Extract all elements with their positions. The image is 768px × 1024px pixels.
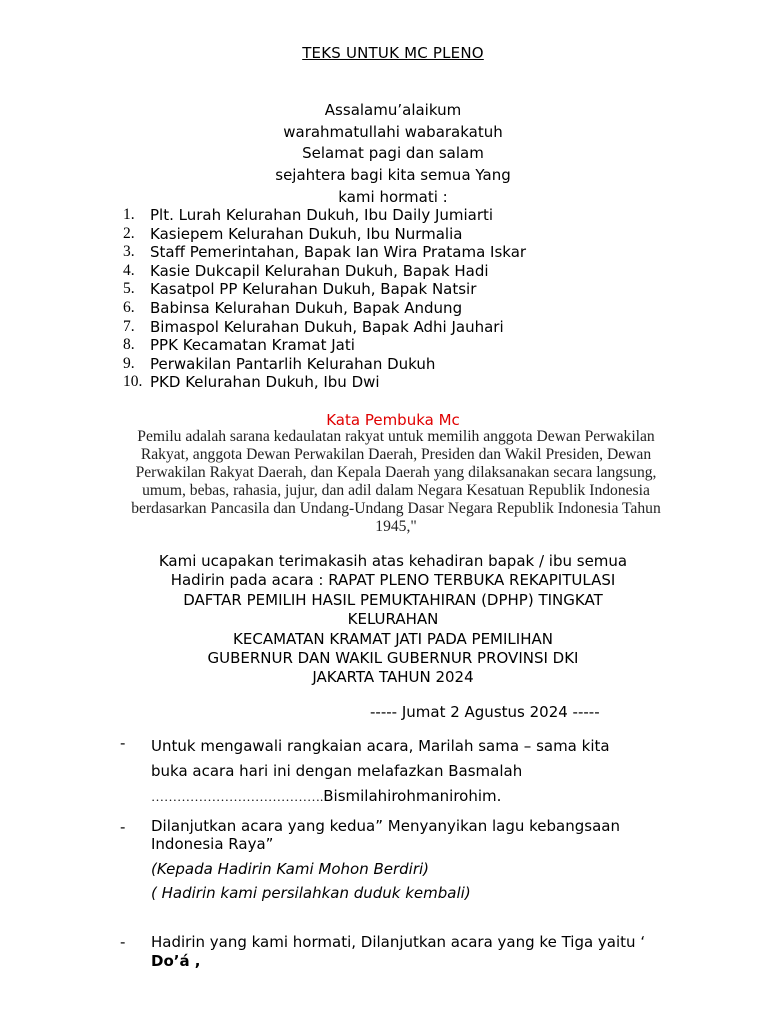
agenda-item-body bbox=[151, 734, 711, 809]
agenda-line: Indonesia Raya” bbox=[151, 834, 274, 853]
thanks-line: KELURAHAN bbox=[347, 610, 439, 629]
agenda-line bbox=[151, 784, 711, 809]
list-item bbox=[123, 373, 526, 392]
paragraph-line: Pemilu adalah sarana kedaulatan rakyat untuk memilih anggota Dewan Perwakilan bbox=[137, 428, 655, 445]
agenda-line: buka acara hari ini dengan melafazkan Basmalah bbox=[151, 762, 523, 780]
list-number: 8. bbox=[123, 336, 135, 354]
greeting-line: Selamat pagi dan salam bbox=[302, 144, 484, 163]
thanks-line: GUBERNUR DAN WAKIL GUBERNUR PROVINSI DKI bbox=[207, 649, 579, 668]
dash-bullet: - bbox=[120, 734, 126, 752]
paragraph-line: Perwakilan Rakyat Daerah, dan Kepala Daerah yang dilaksanakan secara langsung, bbox=[135, 464, 657, 482]
event-date: ----- Jumat 2 Agustus 2024 ----- bbox=[370, 703, 600, 721]
list-number: 3. bbox=[123, 243, 135, 261]
list-number: 2. bbox=[123, 224, 135, 242]
greeting-line: warahmatullahi wabarakatuh bbox=[283, 122, 503, 141]
list-item-text: Kasatpol PP Kelurahan Dukuh, Bapak Natsir bbox=[150, 280, 477, 299]
agenda-line: Do’á , bbox=[151, 952, 201, 970]
list-number: 4. bbox=[123, 261, 135, 279]
list-item bbox=[123, 206, 526, 225]
list-item-text: Plt. Lurah Kelurahan Dukuh, Ibu Daily Jumiarti bbox=[150, 206, 494, 224]
dash-bullet: - bbox=[120, 818, 126, 836]
dash-bullet: - bbox=[120, 933, 126, 951]
list-item-text: Babinsa Kelurahan Dukuh, Bapak Andung bbox=[150, 298, 463, 317]
list-item-text: PKD Kelurahan Dukuh, Ibu Dwi bbox=[150, 373, 380, 392]
list-number: 5. bbox=[123, 280, 135, 298]
agenda-note: (Kepada Hadirin Kami Mohon Berdiri) bbox=[151, 860, 430, 878]
dot-leader: …………………………………. bbox=[151, 789, 324, 804]
list-item bbox=[123, 355, 526, 374]
list-item bbox=[123, 299, 526, 318]
list-number: 1. bbox=[123, 206, 135, 223]
list-number: 10. bbox=[123, 373, 143, 391]
list-item bbox=[123, 262, 526, 281]
thanks-line: Kami ucapakan terimakasih atas kehadiran bapak / ibu semua bbox=[158, 552, 628, 570]
paragraph-line: Rakyat, anggota Dewan Perwakilan Daerah, Presiden dan Wakil Presiden, Dewan bbox=[140, 446, 652, 464]
thanks-line: Hadirin pada acara : RAPAT PLENO TERBUKA REKAPITULASI bbox=[170, 571, 616, 590]
list-item-text: Bimaspol Kelurahan Dukuh, Bapak Adhi Jauhari bbox=[150, 317, 504, 336]
agenda-line: Untuk mengawali rangkaian acara, Marilah sama – sama kita bbox=[151, 737, 610, 755]
thanks-line: DAFTAR PEMILIH HASIL PEMUKTAHIRAN (DPHP) TINGKAT bbox=[183, 590, 603, 609]
greeting-line: sejahtera bagi kita semua Yang bbox=[275, 166, 511, 185]
greeting-line: kami hormati : bbox=[338, 187, 448, 206]
agenda-line: Hadirin yang kami hormati, Dilanjutkan acara yang ke Tiga yaitu ‘ bbox=[151, 933, 646, 951]
list-item-text: Kasiepem Kelurahan Dukuh, Ibu Nurmalia bbox=[150, 224, 463, 243]
paragraph-line: berdasarkan Pancasila dan Undang-Undang Dasar Negara Republik Indonesia Tahun bbox=[131, 500, 661, 518]
list-item-text: Staff Pemerintahan, Bapak Ian Wira Pratama Iskar bbox=[150, 243, 527, 262]
paragraph-line: umum, bebas, rahasia, jujur, dan adil dalam Negara Kesatuan Republik Indonesia bbox=[142, 482, 650, 500]
list-number: 9. bbox=[123, 354, 135, 372]
guest-list bbox=[123, 206, 526, 392]
list-item bbox=[123, 318, 526, 337]
list-item bbox=[123, 225, 526, 244]
list-number: 6. bbox=[123, 298, 135, 316]
list-item-text: PPK Kecamatan Kramat Jati bbox=[150, 336, 355, 355]
list-item bbox=[123, 280, 526, 299]
agenda-item-body bbox=[151, 818, 711, 902]
list-item bbox=[123, 243, 526, 262]
list-item bbox=[123, 336, 526, 355]
thanks-line: KECAMATAN KRAMAT JATI PADA PEMILIHAN bbox=[233, 629, 553, 648]
agenda-line: Dilanjutkan acara yang kedua” Menyanyikan lagu kebangsaan bbox=[151, 817, 620, 835]
agenda-item-body bbox=[151, 933, 711, 971]
page-title: TEKS UNTUK MC PLENO bbox=[302, 44, 484, 62]
list-item-text: Kasie Dukcapil Kelurahan Dukuh, Bapak Hadi bbox=[150, 261, 489, 280]
list-number: 7. bbox=[123, 317, 135, 335]
greeting-block bbox=[0, 100, 768, 209]
basmalah-text: Bismilahirohmanirohim. bbox=[323, 787, 502, 805]
section-heading: Kata Pembuka Mc bbox=[326, 411, 460, 429]
thanks-line: JAKARTA TAHUN 2024 bbox=[312, 668, 474, 687]
paragraph-line: 1945," bbox=[375, 518, 417, 536]
list-item-text: Perwakilan Pantarlih Kelurahan Dukuh bbox=[150, 354, 436, 373]
opening-paragraph bbox=[96, 428, 696, 537]
thanks-block bbox=[0, 552, 768, 688]
greeting-line: Assalamu’alaikum bbox=[324, 101, 462, 119]
agenda-note: ( Hadirin kami persilahkan duduk kembali) bbox=[151, 883, 471, 902]
